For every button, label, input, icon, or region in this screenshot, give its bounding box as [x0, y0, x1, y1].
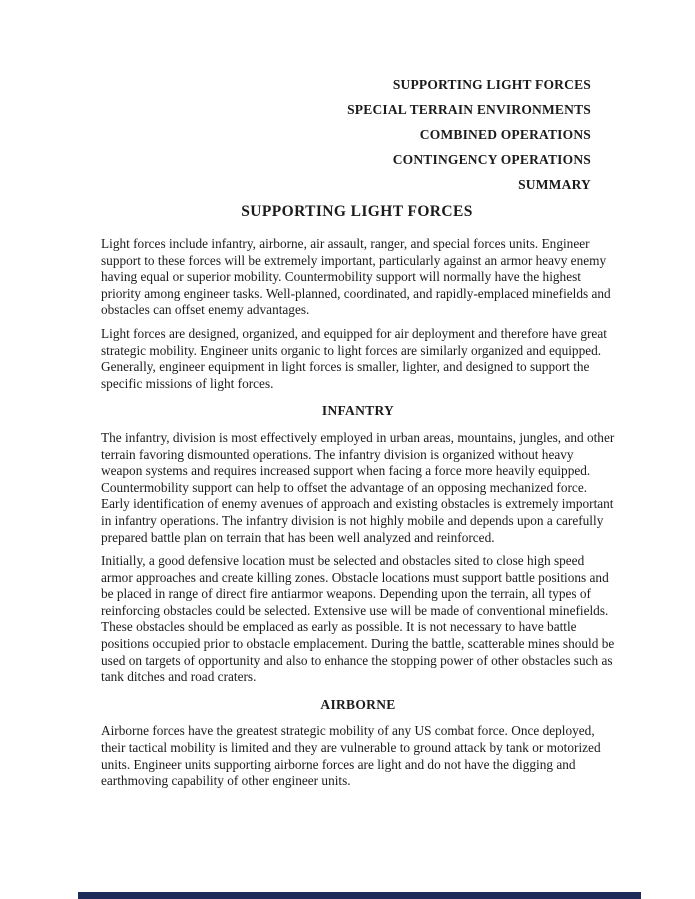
toc-line-combined-operations: COMBINED OPERATIONS — [419, 126, 591, 142]
toc-line-supporting-light-forces: SUPPORTING LIGHT FORCES — [392, 77, 591, 92]
top-heading-list — [347, 73, 591, 198]
section-heading-airborne: AIRBORNE — [320, 696, 396, 712]
section-heading-infantry: INFANTRY — [321, 403, 395, 419]
toc-line-special-terrain-environments: SPECIAL TERRAIN ENVIRONMENTS — [347, 101, 591, 117]
body-text-column — [101, 236, 615, 797]
paragraph-light-forces-2: Light forces are designed, organized, and equipped for air deployment and therefore have great strategic mobility. Engineer units organic to light forces are similarly organized and equipped. Generally, engineer equipment in light forces is smaller, lighter, and designed to support the specific missions of light forces. — [101, 325, 607, 391]
paragraph-infantry-2: Initially, a good defensive location must be selected and obstacles sited to close high speed armor approaches and create killing zones. Obstacle locations must support battle positions and be placed in range of direct fire antiarmor weapons. Depending upon the terrain, all types of reinforcing obstacles could be selected. Extensive use will be made of conventional minefields. These obstacles should be emplaced as early as possible. It is not necessary to have battle positions occupied prior to obstacle emplacement. During the battle, scatterable mines should be used on targets of opportunity and also to enhance the stopping power of other obstacles such as tank ditches and road craters. — [101, 553, 615, 685]
paragraph-infantry-1: The infantry, division is most effectively employed in urban areas, mountains, jungles, and other terrain favoring dismounted operations. The infantry division is organized without heavy weapon systems and requires increased support when facing a force more heavily equipped. Countermobility support can help to offset the advantage of an opposing mechanized force. Early identification of enemy avenues of approach and existing obstacles is extremely important in infantry operations. The infantry division is not highly mobile and depends upon a carefully prepared battle plan on terrain that has been well analyzed and reinforced. — [101, 429, 615, 545]
paragraph-airborne-1: Airborne forces have the greatest strategic mobility of any US combat force. Once deployed, their tactical mobility is limited and they are vulnerable to ground attack by tank or motorized units. Engineer units supporting airborne forces are light and do not have the digging and earthmoving capability of other engineer units. — [101, 723, 601, 789]
toc-line-contingency-operations: CONTINGENCY OPERATIONS — [392, 151, 591, 167]
paragraph-light-forces-1: Light forces include infantry, airborne, air assault, ranger, and special forces units. Engineer support to these forces will be extremely important, particularly against an armor heavy enemy having equal or superior mobility. Countermobility support will normally have the highest priority among engineer tasks. Well-planned, coordinated, and rapidly-emplaced minefields and obstacles can offset enemy advantages. — [101, 236, 611, 318]
toc-line-summary: SUMMARY — [518, 176, 591, 192]
footer-bar — [78, 892, 641, 899]
page-title: SUPPORTING LIGHT FORCES — [241, 203, 473, 220]
